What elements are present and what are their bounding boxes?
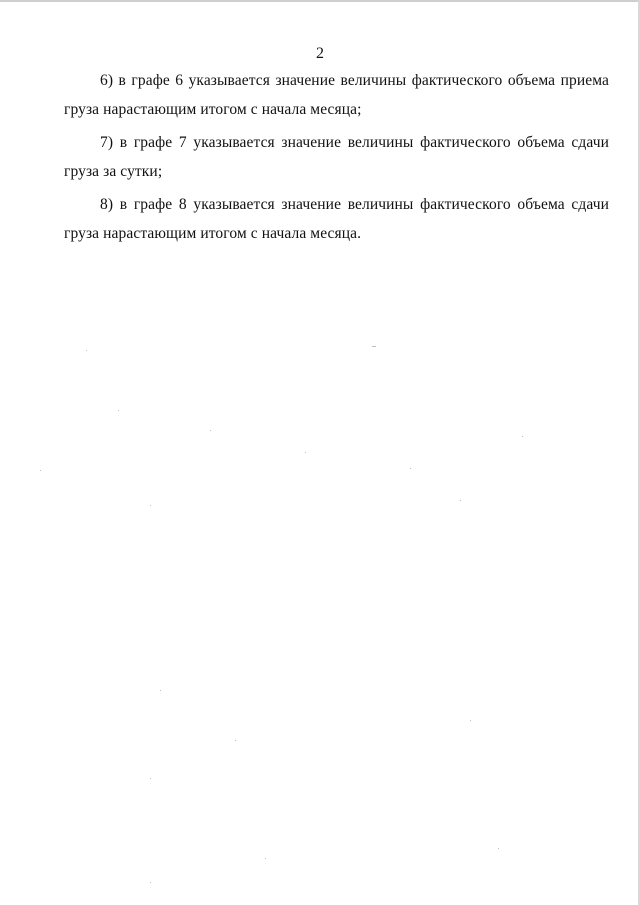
- scan-speck: [40, 470, 41, 471]
- page-number: 2: [316, 45, 324, 62]
- scan-speck: [86, 350, 87, 351]
- scan-speck: [305, 452, 306, 453]
- scan-speck: [372, 346, 376, 347]
- scan-speck: [118, 410, 119, 411]
- scan-speck: [460, 500, 461, 501]
- paragraph-item-7: 7) в графе 7 указывается значение величины фактического объема сдачи груза за сутки;: [64, 134, 609, 180]
- scan-speck: [498, 848, 499, 849]
- scan-speck: [410, 468, 411, 469]
- scan-speck: [150, 778, 151, 779]
- scan-speck: [235, 740, 236, 741]
- document-body: [64, 66, 609, 252]
- scan-speck: [522, 436, 523, 437]
- paragraph-item-8: 8) в графе 8 указывается значение величины фактического объема сдачи груза нарастающим итогом с начала месяца.: [64, 196, 609, 242]
- scan-speck: [210, 430, 211, 431]
- scan-speck: [160, 690, 161, 691]
- scan-speck: [470, 720, 471, 721]
- scan-speck: [150, 505, 151, 506]
- paragraph-item-6: 6) в графе 6 указывается значение величины фактического объема приема груза нарастающим итогом с начала месяца;: [64, 72, 609, 118]
- scan-speck: [150, 882, 151, 883]
- page-top-edge: [0, 0, 640, 2]
- scan-speck: [265, 858, 266, 859]
